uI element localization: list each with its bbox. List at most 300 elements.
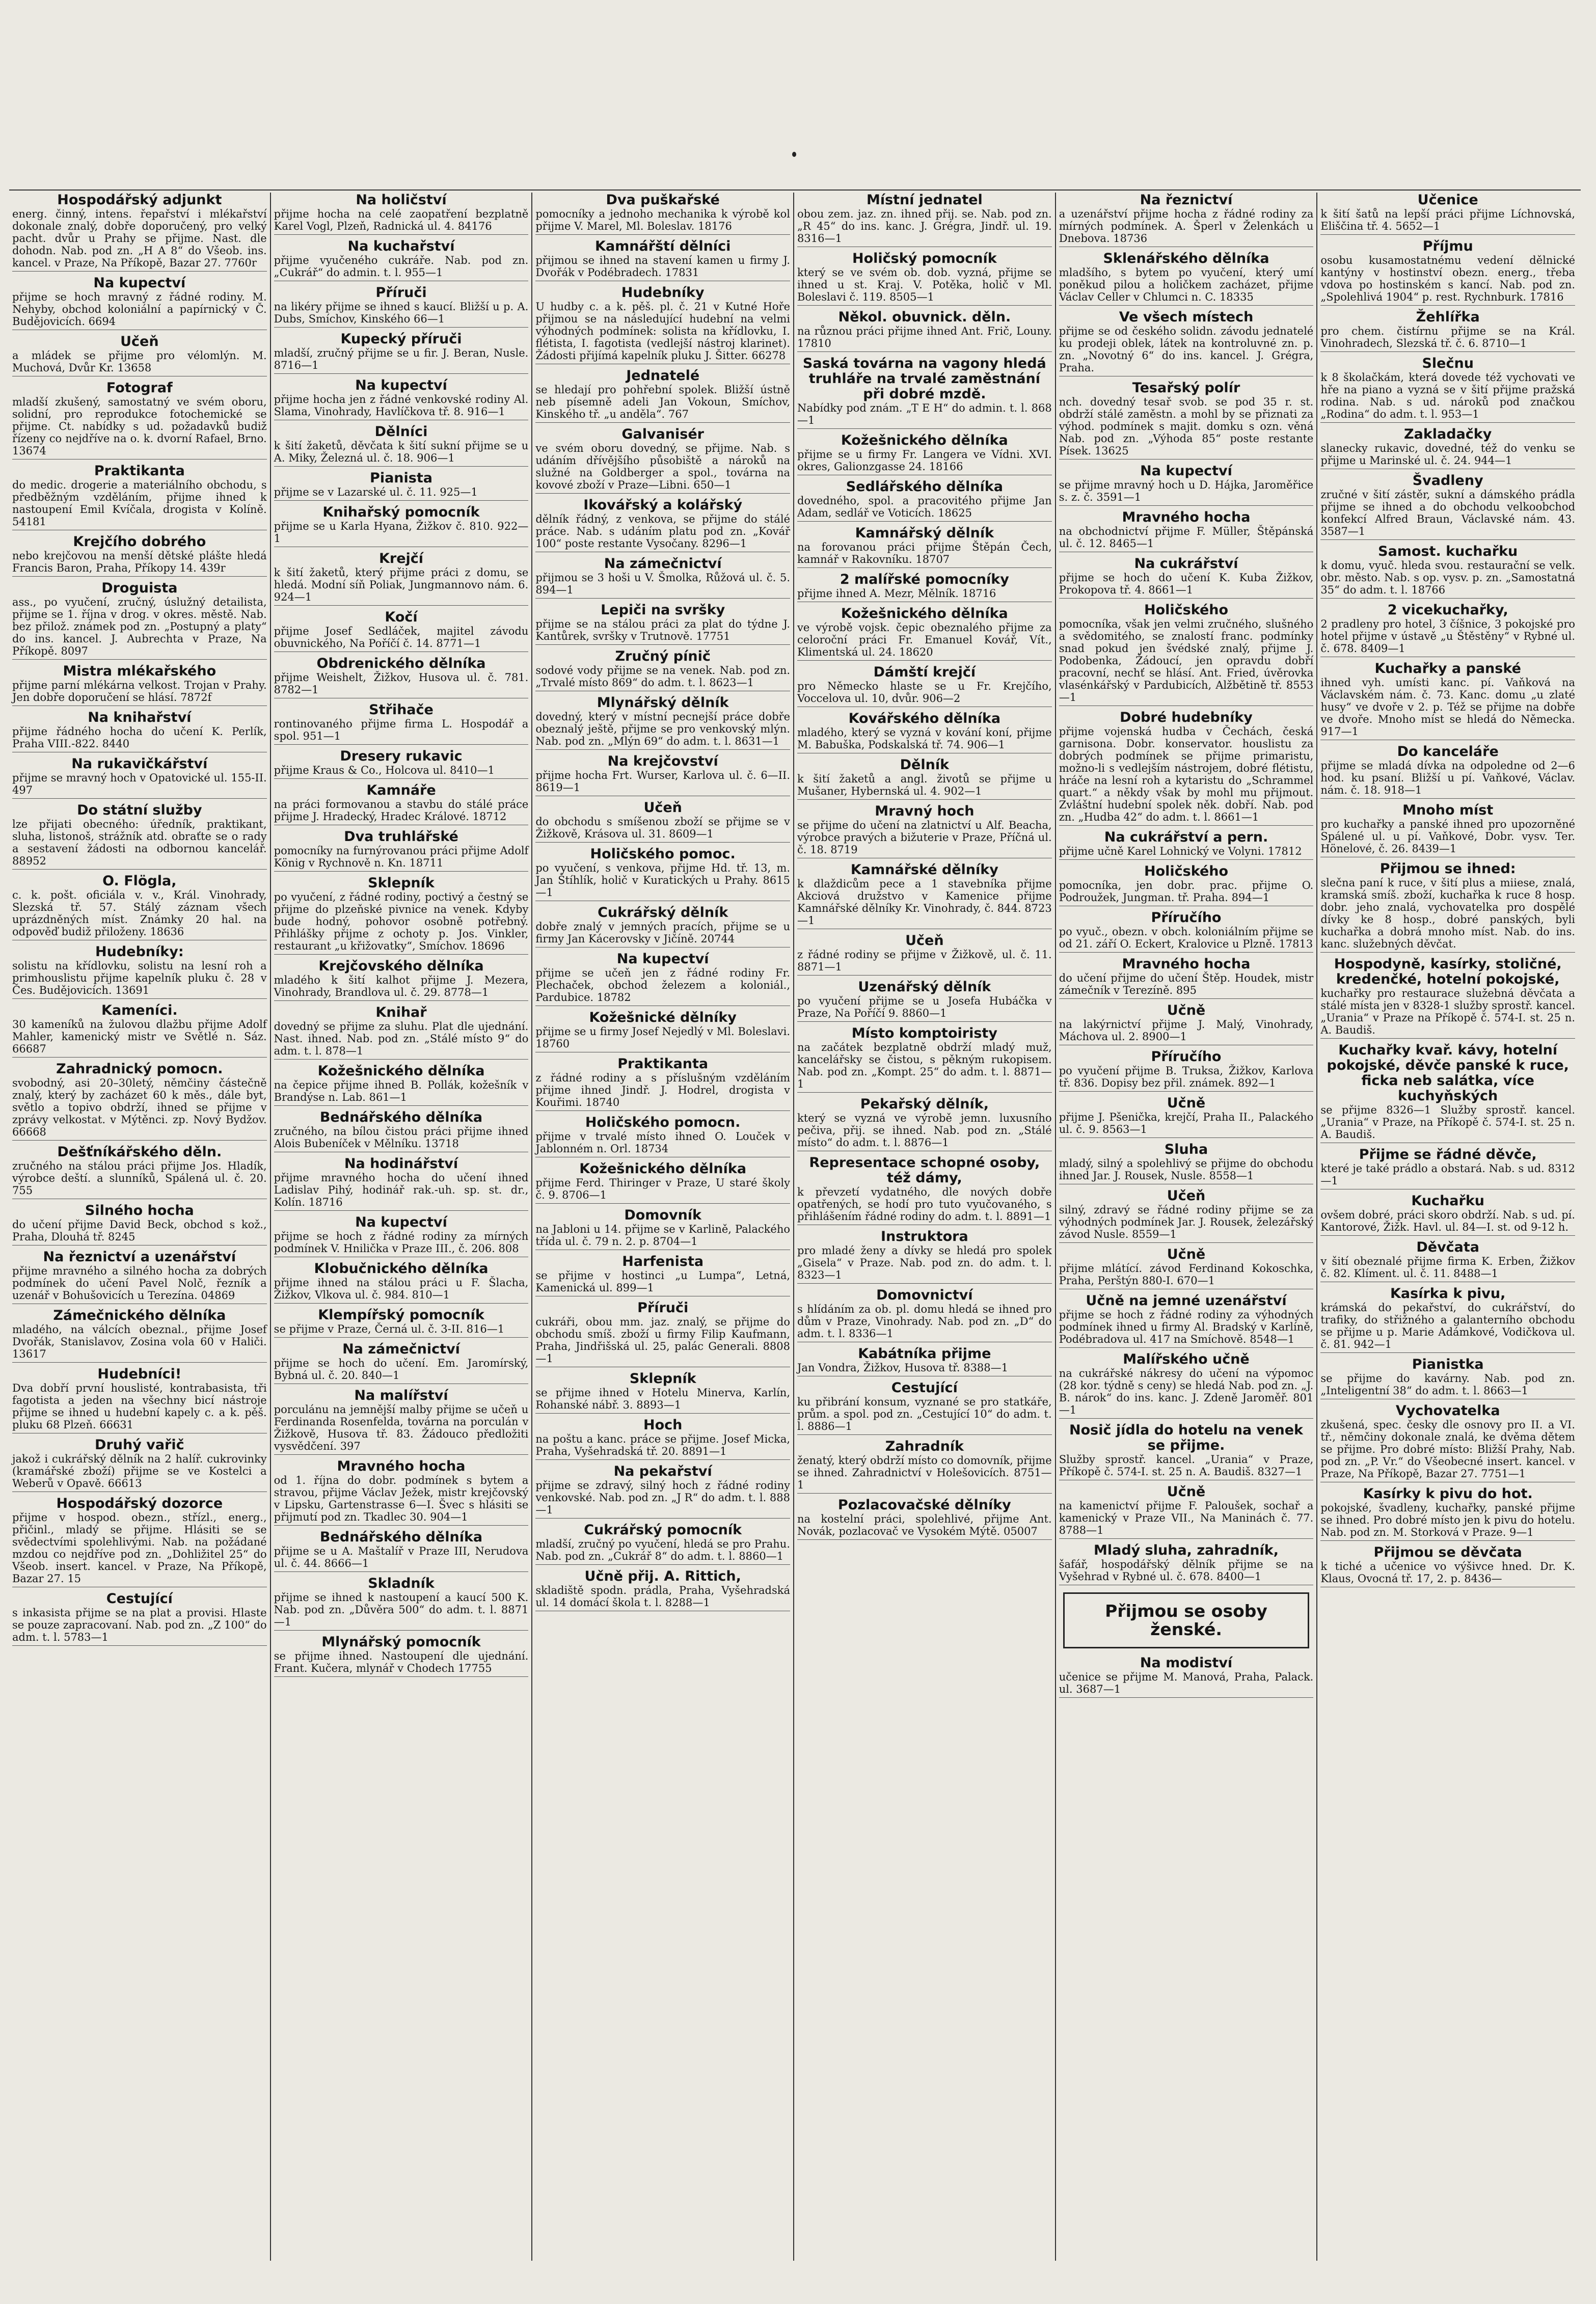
ad-heading: Mlynářský dělník: [597, 695, 729, 711]
ad-text: přijme se ihned k nastoupení a kaucí 500 K. Nab. pod zn. „Důvěra 500“ do adm. t. l. 8871—1: [274, 1591, 529, 1628]
ad-text: přijme Ferd. Thiringer v Praze, U staré školy č. 9. 8706—1: [535, 1177, 791, 1201]
ad-heading: Na hodinářství: [344, 1156, 458, 1172]
ad-heading: Přijmou se ihned:: [1379, 861, 1516, 877]
classified-ad: [535, 1464, 790, 1519]
column-4: [794, 193, 1056, 2261]
ad-heading: Vychovatelka: [1395, 1403, 1500, 1419]
ad-heading: Sklepník: [629, 1371, 696, 1387]
ad-text: ihned vyh. umísti kanc. pí. Vaňková na Václavském nám. č. 73. Kanc. domu „u zlaté husy“ ve dvoře v 2. p. Též se přijme na dobře ve dvoře. Mnoho míst se hledá do Německa. 917—1: [1320, 676, 1576, 738]
ad-heading: Druhý vařič: [95, 1437, 184, 1453]
ad-heading: Bednářského dělníka: [319, 1109, 483, 1125]
ad-heading: Učeň: [1167, 1188, 1206, 1204]
classified-ad: [1320, 1545, 1575, 1587]
classified-ad: [797, 980, 1052, 1022]
classified-ad: [274, 610, 529, 652]
ad-text: které je také prádlo a obstará. Nab. s ud. 8312—1: [1320, 1162, 1576, 1187]
ad-heading: Na krejčovství: [607, 753, 718, 769]
classified-ad: [797, 1155, 1052, 1225]
ad-text: přijme hocha na celé zaopatření bezplatně Karel Vogl, Plzeň, Radnická ul. 4. 84176: [274, 208, 529, 232]
ad-text: do učení přijme do učení Štěp. Houdek, mistr zámečník v Terezíně. 895: [1059, 972, 1314, 996]
ad-text: přijme se hoch do učení. Em. Jaromírský, Bybná ul. č. 20. 840—1: [274, 1357, 529, 1381]
classified-ad: [797, 572, 1052, 602]
ad-text: přijme ihned na stálou práci u F. Šlacha, Žižkov, Vlkova ul. č. 984. 810—1: [274, 1277, 529, 1301]
ad-text: přijme se učeň jen z řádné rodiny Fr. Plechaček, obchod železem a koloniál., Pardubice. 18782: [535, 967, 791, 1004]
ad-heading: Střihače: [369, 702, 434, 718]
ad-text: 30 kameníků na žulovou dlažbu přijme Adolf Mahler, kamenický mistr ve Světlé n. Sáz. 66687: [12, 1018, 267, 1055]
ad-text: na poštu a kanc. práce se přijme. Josef Micka, Praha, Vyšehradská tř. 20. 8891—1: [535, 1433, 791, 1457]
classified-ad: [1059, 1352, 1314, 1419]
ad-text: na lakýrnictví přijme J. Malý, Vinohrady, Máchova ul. 2. 8900—1: [1059, 1018, 1314, 1043]
ad-text: přijme se hoch mravný z řádné rodiny. M. Nehyby, obchod koloniální a papírnický v Č. Budějovicích. 6694: [12, 291, 267, 328]
ad-heading: Přijme se řádné děvče,: [1359, 1147, 1537, 1162]
classified-ad: [1059, 510, 1314, 552]
ad-heading: Dva puškařské: [606, 193, 720, 208]
ad-text: Jan Vondra, Žižkov, Husova tř. 8388—1: [797, 1362, 1009, 1374]
ad-text: ve výrobě vojsk. čepic obeznalého přijme za celoroční práci Fr. Emanuel Kovář, Vít., Klimentská ul. 24. 18620: [797, 621, 1052, 658]
classified-ad: [535, 1418, 790, 1460]
column-6: [1317, 193, 1578, 2261]
ad-heading: Ikovářský a kolářský: [583, 497, 743, 513]
ad-heading: Obdrenického dělníka: [316, 656, 486, 671]
classified-ad: [1059, 1656, 1314, 1698]
ad-heading: Pianistka: [1412, 1357, 1484, 1372]
classified-ad: [1059, 603, 1314, 706]
ad-heading: Mistra mlékařského: [63, 663, 217, 679]
classified-ad: [797, 1026, 1052, 1093]
ad-text: rontinovaného přijme firma L. Hospodář a spol. 951—1: [274, 718, 529, 742]
ad-text: přijme Josef Sedláček, majitel závodu obuvnického, Na Poříčí č. 14. 8771—1: [274, 625, 529, 649]
ad-heading: Praktikanta: [94, 463, 185, 479]
classified-ad: [1320, 803, 1575, 857]
top-rule: [9, 189, 1581, 191]
ad-heading: Harfenista: [622, 1254, 704, 1269]
classified-ad: [797, 310, 1052, 352]
classified-ad: [535, 368, 790, 423]
ad-heading: Učeň: [120, 334, 159, 349]
ad-text: přijme parní mlékárna velkost. Trojan v Prahy. Jen dobře doporučení se hlásí. 7872f: [12, 679, 267, 703]
classified-ad: [1059, 910, 1314, 953]
ad-heading: Na pekařství: [613, 1463, 712, 1479]
ad-heading: Mravného hocha: [337, 1458, 466, 1474]
ad-heading: Sluha: [1164, 1142, 1208, 1157]
ad-text: osobu kusamostatnému vedení dělnické kantýny v hostinství obezn. energ., třeba vdova po hostinském s kancí. Nab. pod zn. „Spolehlivá 1904“ p. rest. Rychnburk. 17816: [1320, 254, 1576, 303]
classified-ad: [1059, 864, 1314, 906]
classified-ad: [274, 1005, 529, 1060]
ad-text: přijme se zdravý, silný hoch z řádné rodiny venkovské. Nab. pod zn. „J R“ do adm. t. l. 888—1: [535, 1479, 791, 1516]
ad-text: který se vyzná ve výrobě jemn. luxusního pečiva, přij. se ihned. Nab. pod zn. „Stálé místo“ do adm. t. l. 8876—1: [797, 1112, 1052, 1149]
ad-text: k šití žaketů, který přijme práci z domu, se hledá. Modní síň Poliak, Jungmannovo nám. 6. 924—1: [274, 566, 529, 603]
ad-text: se hledají pro pohřební spolek. Bližší ústně neb písemně adeli Jan Vokoun, Smíchov, Kinského tř. „u anděla“. 767: [535, 384, 791, 420]
ad-text: na začátek bezplatně obdrží mladý muž, kancelářsky se čistou, s pěkným rukopisem. Nab. pod zn. „Kompt. 25“ do adm. t. l. 8871—1: [797, 1041, 1052, 1090]
ad-heading: Kožešnické dělníky: [589, 1010, 737, 1025]
ad-heading: Dresery rukavic: [340, 748, 463, 764]
classified-ad: [12, 334, 267, 376]
ad-text: po vyuč., obezn. v obch. koloniálním přijme se od 21. září O. Eckert, Kralovice u Plzně. 17813: [1059, 926, 1314, 950]
ad-text: U hudby c. a k. pěš. pl. č. 21 v Kutné Hoře přijmou se na následující hudební na velmi výhodných podmínek: solista na křídlovku, I. flétista, I. fagotista (vedlejší nástroj klarinet). Žádosti přijímá kapelník pluku J. Šitter. 66278: [535, 301, 791, 362]
classified-ad: [274, 551, 529, 606]
classified-ad: [12, 1145, 267, 1199]
ad-text: k šití žaketů, děvčata k šití sukní přijme se u A. Miky, Železná ul. č. 18. 906—1: [274, 440, 529, 464]
ad-text: kuchařky pro restaurace služebná děvčata a stálé místa jen v 8328-1 služby sprostř. kancel. „Urania“ v Praze na Příkopě č. 574-I. st. 25 n. A. Baudiš.: [1320, 987, 1576, 1036]
ad-text: na kostelní práci, spolehlivé, přijme Ant. Novák, pozlacovač ve Vysokém Mýtě. 05007: [797, 1513, 1052, 1537]
classified-ad: [274, 783, 529, 825]
ad-heading: Sklenářského dělníka: [1103, 251, 1269, 266]
ad-text: přijme v hospod. obezn., střízl., energ., přičinl., mladý se přijme. Hlásiti se se svědectvími spolehlivými. Nab. na požádané mzdou co nejdříve pod zn. „Dohližitel 25“ do Všeob. insert. kancel. v Praze, Na Příkopě, Bazar 27. 15: [12, 1511, 267, 1585]
ad-text: Služby sprostř. kancel. „Urania“ v Praze, Příkopě č. 574-I. st. 25 n. A. Baudiš. 8327—1: [1059, 1453, 1314, 1478]
ad-heading: Na modiství: [1140, 1655, 1233, 1671]
ad-text: k tiché a učenice vo výšivce hned. Dr. K. Klaus, Ovocná tř. 17, 2. p. 8436—: [1320, 1560, 1576, 1585]
classified-ad: [535, 1371, 790, 1414]
classified-ad: [797, 606, 1052, 661]
ad-heading: Na kupectví: [355, 377, 447, 393]
classified-ad: [1320, 356, 1575, 423]
classified-ad: [1059, 1484, 1314, 1539]
classified-ad: [1320, 427, 1575, 469]
classified-ad: [12, 1438, 267, 1492]
ad-heading: Silného hocha: [85, 1203, 194, 1218]
ad-heading: Učeň: [643, 800, 682, 816]
classified-ad: [797, 757, 1052, 800]
classified-ad: [1320, 239, 1575, 306]
ad-heading: O. Flögla,: [102, 873, 177, 889]
ad-text: pomocníka, jen dobr. prac. přijme O. Podroužek, Jungman. tř. Praha. 894—1: [1059, 879, 1314, 904]
ad-text: přijme se hoch do učení K. Kuba Žižkov, Prokopova tř. 4. 8661—1: [1059, 572, 1314, 596]
classified-columns: [9, 193, 1578, 2261]
classified-ad: [274, 471, 529, 501]
classified-ad: [274, 959, 529, 1001]
ad-text: na kamenictví přijme F. Paloušek, sochař a kamenický v Praze VII., Na Maninách č. 77. 8788—1: [1059, 1500, 1314, 1536]
classified-ad: [12, 1367, 267, 1433]
classified-ad: [535, 649, 790, 691]
ad-heading: Místní jednatel: [866, 193, 983, 208]
classified-ad: [274, 1459, 529, 1526]
ad-text: přijme vyučeného cukráře. Nab. pod zn. „Cukrář“ do admin. t. l. 955—1: [274, 254, 529, 279]
classified-ad: [12, 276, 267, 330]
ad-heading: Skladník: [368, 1576, 435, 1591]
classified-ad: [1059, 1142, 1314, 1184]
classified-ad: [274, 1388, 529, 1455]
ad-text: krámská do pekařství, do cukrářství, do trafiky, do střižného a galanterního obchodu se přijme u p. Marie Adámkové, Vodičkova ul. č. 81. 942—1: [1320, 1302, 1576, 1350]
ad-text: pro mladé ženy a dívky se hledá pro spolek „Gisela“ v Praze. Nab. pod zn. do adm. t. l. 8323—1: [797, 1244, 1052, 1281]
ad-heading: Mravný hoch: [875, 803, 975, 819]
classified-ad: [274, 702, 529, 745]
ad-text: na čepice přijme ihned B. Pollák, kožešník v Brandýse n. Lab. 861—1: [274, 1079, 529, 1103]
classified-ad: [274, 876, 529, 955]
ad-heading: Dešťníkářského děln.: [57, 1144, 222, 1160]
ad-text: se přijme ihned. Nastoupení dle ujednání. Frant. Kučera, mlynář v Chodech 17755: [274, 1650, 529, 1674]
ad-heading: Na řeznictví a uzenářství: [43, 1249, 236, 1265]
ad-text: přijme se na stálou práci za plat do týdne J. Kantůrek, svršky v Trutnově. 17751: [535, 618, 791, 642]
ad-heading: Učně: [1167, 1246, 1206, 1262]
classified-ad: [1059, 1423, 1314, 1480]
classified-ad: [274, 239, 529, 281]
classified-ad: [1320, 1240, 1575, 1282]
classified-ad: [1320, 544, 1575, 599]
ad-heading: Kožešnického dělníka: [579, 1161, 747, 1177]
ad-text: ku přibrání konsum, vyznané se pro statkáře, prům. a spol. pod zn. „Cestující 10“ do adm. t. l. 8886—1: [797, 1396, 1052, 1432]
classified-ad: [797, 1097, 1052, 1151]
ad-text: přijme se v Lazarské ul. č. 11. 925—1: [274, 486, 478, 498]
classified-ad: [274, 505, 529, 547]
ad-heading: Sedlářského dělníka: [846, 479, 1003, 495]
ad-heading: Na holičství: [356, 193, 447, 208]
classified-ad: [1059, 830, 1314, 860]
ad-text: mladšího, s bytem po vyučení, který umí poněkud pilou a holičkem zacházet, přijme Václav Celler v Chlumci n. C. 18335: [1059, 266, 1314, 303]
classified-ad: [1059, 1049, 1314, 1092]
ad-heading: Lepiči na svršky: [601, 602, 725, 618]
classified-ad: [535, 1523, 790, 1565]
ad-text: pro kuchařky a panské ihned pro upozorněné Spálené ul. u pí. Vaňkové, Dobr. vysv. Ter. Hönelové, č. 26. 8439—1: [1320, 818, 1576, 855]
ad-heading: Učenice: [1417, 193, 1478, 208]
ad-text: přijmou se 3 hoši u V. Šmolka, Růžová ul. č. 5. 894—1: [535, 572, 791, 596]
ad-heading: Hoch: [643, 1417, 683, 1433]
ad-heading: Fotograf: [106, 380, 173, 396]
ad-text: přijme mravného hocha do učení ihned Ladislav Pihý, hodinář rak.-uh. sp. st. dr., Kolín. 18716: [274, 1172, 529, 1208]
ad-text: slanecky rukavic, dovedné, též do venku se přijme u Marinské ul. č. 24. 944—1: [1320, 442, 1576, 467]
ad-text: přijme vojenská hudba v Čechách, česká garnisona. Dobr. konservator. houslistu za dobrých podmínek se přijme primaristu, možno-li s vedlejším nástrojem, dobré flétistu, hráče na lesní roh a kytaristu do „Schrammel quart.“ a někdy však by mohl mu přijmout. Zvláštní hudební spolek něk. dobří. Nab. pod zn. „Hudba 42“ do adm. t. l. 8661—1: [1059, 725, 1314, 823]
ad-text: mladého k šití kalhot přijme J. Mezera, Vinohrady, Brandlova ul. č. 29. 8778—1: [274, 974, 529, 998]
classified-ad: [797, 1288, 1052, 1342]
ad-heading: Učně: [1167, 1002, 1206, 1018]
ad-text: c. k. pošt. oficiála v. v., Král. Vinohrady, Slezská tř. 57. Stálý záznam všech uprázdněných míst. Známky 20 hal. na odpověď budiž přiloženy. 18636: [12, 889, 267, 938]
ad-text: se přijme ihned v Hotelu Minerva, Karlín, Rohanské nábř. 3. 8893—1: [535, 1387, 791, 1411]
ad-heading: Kamnářský dělník: [855, 525, 994, 541]
ad-heading: Příručího: [1151, 1049, 1222, 1065]
classified-ad: [12, 581, 267, 660]
ad-heading: Příruči: [375, 285, 427, 301]
classified-ad: [1320, 1194, 1575, 1236]
classified-ad: [12, 803, 267, 870]
ad-heading: Domovnictví: [876, 1287, 973, 1303]
ad-heading: Na kupectví: [616, 951, 709, 967]
ad-heading: Mravného hocha: [1122, 509, 1251, 525]
ad-heading: Representace schopné osoby, též dámy,: [809, 1155, 1040, 1186]
classified-ad: [797, 1229, 1052, 1284]
classified-ad: [535, 800, 790, 843]
classified-ad: [1059, 556, 1314, 599]
ad-text: k převzetí vydatného, dle nových dobře opatřených, se hodí pro tuto vyučovaného, s přihlášením řádné rodiny do adm. t. l. 8891—1: [797, 1186, 1052, 1223]
ad-heading: Domovník: [624, 1207, 702, 1223]
classified-ad: [1059, 251, 1314, 306]
classified-ad: [1320, 310, 1575, 352]
classified-ad: [1063, 1592, 1310, 1648]
ad-text: přijme hocha Frt. Wurser, Karlova ul. č. 6—II. 8619—1: [535, 769, 791, 794]
ad-heading: Kožešnického dělníka: [841, 606, 1008, 621]
ad-heading: Na zámečnictví: [604, 556, 722, 572]
ad-text: svobodný, asi 20–30letý, němčiny částečně znalý, který by zacházet 60 k měs., dále byt, světlo a topivo obdrží, ihned se přijme v zprávy velkostat. v Mýtěnci. zp. Nový Bydžov. 66668: [12, 1077, 267, 1138]
ad-text: ve svém oboru dovedný, se přijme. Nab. s udáním dřívějšího působiště a nároků na služné na Goldberger a spol., továrna na kovové zboží v Praze—Libni. 650—1: [535, 442, 791, 491]
ad-heading: Kabátníka přijme: [858, 1346, 991, 1362]
ad-text: pomocníka, však jen velmi zručného, slušného a svědomitého, se znalostí franc. podmínky snad pokud jen švédské znalý, přijme J. Podobenka, Žádoucí, jen opravdu dobří pracovní, nechť se hlásí. Ant. Fried, úvěrovka vlasénkářský v Pardubicích, Alžbětině tř. 8553—1: [1059, 618, 1314, 703]
classified-ad: [274, 1530, 529, 1572]
ad-heading: Dva truhlářské: [344, 829, 458, 845]
ad-text: v šití obeznalé přijme firma K. Erben, Žižkov č. 82. Klíment. ul. č. 11. 8488—1: [1320, 1255, 1576, 1280]
ad-heading: Kupecký příruči: [340, 331, 462, 347]
classified-ad: [274, 285, 529, 328]
classified-ad: [797, 862, 1052, 929]
ad-heading: Na řeznictví: [1140, 193, 1233, 208]
ad-text: který se ve svém ob. dob. vyzná, přijme se ihned u st. Kraj. V. Potěka, holič v Ml. Boleslavi č. 119. 8505—1: [797, 266, 1052, 303]
ad-text: přijme hocha jen z řádné venkovské rodiny Al. Slama, Vinohrady, Havlíčkova tř. 8. 916—1: [274, 393, 529, 418]
ad-text: přijmou se ihned na stavení kamen u firmy J. Dvořák v Podébradech. 17831: [535, 254, 791, 279]
ad-heading: Místo komptoiristy: [851, 1025, 997, 1041]
ad-heading: Kožešnického dělníka: [841, 432, 1008, 448]
ad-text: přijme se hoch z řádné rodiny za mírných podmínek V. Hnilička v Praze III., č. 206. 808: [274, 1230, 529, 1255]
ad-text: z řádné rodiny a s příslušným vzděláním přijme ihned Jindř. J. Hodrel, drogista v Kouřimi. 18740: [535, 1072, 791, 1108]
ad-heading: Na rukavičkářství: [71, 756, 208, 772]
classified-ad: [12, 1250, 267, 1304]
ad-heading: Učně přij. A. Rittich,: [584, 1568, 741, 1584]
classified-ad: [12, 1062, 267, 1141]
classified-ad: [797, 526, 1052, 568]
ad-heading: Přijmou se osoby ženské.: [1105, 1601, 1267, 1639]
classified-ad: [1320, 861, 1575, 953]
ad-heading: Instruktora: [880, 1229, 968, 1244]
ad-heading: Příjmu: [1422, 238, 1473, 254]
classified-ad: [535, 556, 790, 599]
ad-heading: Holičský pomocník: [852, 251, 997, 266]
ad-text: z řádné rodiny se přijme v Žižkově, ul. č. 11. 8871—1: [797, 948, 1052, 973]
ad-heading: Slečnu: [1422, 356, 1474, 371]
ad-text: mladší zkušený, samostatný ve svém oboru, solidní, pro reprodukce fotochemické se přijme. Ct. nabídky s ud. požadavků budiž řízeny co nejdříve na o. k. dvorní Rafael, Brno. 13674: [12, 396, 267, 457]
ad-text: k 8 školačkám, která dovede též vychovati ve hře na piano a vyzná se v šití přijme pražská rodina. Nab. s ud. nároků pod značkou „Rodina“ do adm. t. l. 953—1: [1320, 371, 1576, 420]
ad-text: k domu, vyuč. hleda svou. restaurační se velk. obr. město. Nab. s op. vysv. p. zn. „Samostatná 35“ do adm. t. l. 18766: [1320, 559, 1576, 596]
ad-heading: Zakladačky: [1404, 426, 1492, 442]
ad-text: mladého, na válcích obeznal., přijme Josef Dvořák, Stanislavov, Zosina vola 60 v Haliči. 13617: [12, 1323, 267, 1360]
ad-text: na různou práci přijme ihned Ant. Frič, Louny. 17810: [797, 325, 1052, 349]
ad-heading: Pekařský dělník,: [860, 1096, 989, 1112]
ad-heading: Zahradník: [885, 1439, 964, 1454]
ad-text: silný, zdravý se řádné rodiny přijme se za výhodných podmínek Jar. J. Rousek, železářský závod Nusle. 8559—1: [1059, 1204, 1314, 1240]
ad-heading: Do kanceláře: [1397, 744, 1499, 760]
ad-text: k šití šatů na lepší práci přijme Líchnovská, Eliščina tř. 4. 5652—1: [1320, 208, 1576, 232]
column-1: [9, 193, 271, 2261]
ad-heading: Knihařský pomocník: [322, 504, 480, 520]
ad-heading: Krejčího dobrého: [73, 534, 206, 550]
ad-heading: Učně: [1167, 1095, 1206, 1111]
ad-text: pro Německo hlaste se u Fr. Krejčího, Voccelova ul. 10, dvůr. 906—2: [797, 680, 1052, 704]
ad-heading: Krejčovského dělníka: [318, 958, 484, 974]
ad-text: dělník řádný, z venkova, se přijme do stálé práce. Nab. s udáním platu pod zn. „Kovář 100“ poste restante Vysočany. 8296—1: [535, 513, 791, 550]
ad-text: k šití žaketů a angl. životů se přijme u Mušaner, Hybernská ul. 4. 902—1: [797, 773, 1052, 797]
ad-heading: Kamnářské dělníky: [850, 862, 998, 878]
ad-heading: Mlynářský pomocník: [321, 1634, 481, 1650]
ad-text: dovedný se přijme za sluhu. Plat dle ujednání. Nast. ihned. Nab. pod zn. „Stálé místo 9“ do adm. t. l. 878—1: [274, 1020, 529, 1057]
ad-text: se přijme v Praze, Černá ul. č. 3-II. 816—1: [274, 1323, 505, 1335]
classified-ad: [12, 1591, 267, 1646]
ad-text: učenice se přijme M. Manová, Praha, Palack. ul. 3687—1: [1059, 1671, 1314, 1695]
classified-ad: [535, 754, 790, 796]
ad-text: mladého, který se vyzná v kování koní, přijme M. Babuška, Podskalská tř. 74. 906—1: [797, 726, 1052, 751]
classified-ad: [274, 378, 529, 420]
ad-heading: Cestující: [106, 1591, 173, 1607]
ad-text: na práci formovanou a stavbu do stálé práce přijme J. Hradecký, Hradec Králové. 18712: [274, 798, 529, 823]
ad-text: do medic. drogerie a materiálního obchodu, s předběžným vzděláním, přijme ihned k nastoupení Emil Kvíčala, drogista v Kolíně. 54181: [12, 479, 267, 528]
ad-heading: Holičského: [1144, 863, 1229, 879]
ad-text: cukráři, obou mm. jaz. znalý, se přijme do obchodu smíš. zboží u firmy Filip Kaufmann, Praha, Jindřišská ul. 25, palác Generali. 8808—1: [535, 1316, 791, 1365]
classified-ad: [1059, 193, 1314, 247]
ad-text: zručného na stálou práci přijme Jos. Hladík, výrobce deští. a slunníků, Spálená ul. č. 20. 755: [12, 1160, 267, 1197]
classified-ad: [797, 356, 1052, 429]
ad-heading: Praktikanta: [617, 1056, 709, 1072]
ad-heading: Na cukrářství: [1134, 556, 1238, 572]
ad-text: pokojské, švadleny, kuchařky, panské přijme se ihned. Pro dobré místo jen k pivu do hotelu. Nab. pod zn. M. Storková v Praze. 9—1: [1320, 1502, 1576, 1538]
ad-text: s hlídáním za ob. pl. domu hledá se ihned pro dům v Praze, Vinohrady. Nab. pod zn. „D“ do adm. t. l. 8336—1: [797, 1303, 1052, 1340]
ad-text: přijme se hoch z řádné rodiny za výhodných podmínek ihned u firmy Al. Bradský v Karlíně, Podébradova ul. 417 na Smíchově. 8548—1: [1059, 1309, 1314, 1345]
ad-heading: Hudebníky: [621, 285, 705, 301]
ad-heading: Kameníci.: [101, 1002, 178, 1018]
ad-heading: Pozlacovačské dělníky: [837, 1497, 1011, 1513]
ad-text: se přijme mravný hoch u D. Hájka, Jaroměřice s. z. č. 3591—1: [1059, 479, 1314, 503]
classified-ad: [12, 664, 267, 706]
ad-heading: Holičského pomoc.: [590, 846, 736, 862]
classified-ad: [12, 464, 267, 530]
classified-ad: [535, 1569, 790, 1611]
ad-text: slečna paní k ruce, v šití plus a miiese, znalá, kramská smíš. zboží, kuchařka k ruce 8 hosp. dobr. jeho znalá, vychovatelka pro dospělé dívky ke 8 hosp., dobré panských, byli kuchařka a dobrá mnoho míst. Nab. do ins. kanc. služebných děvčat.: [1320, 877, 1576, 950]
ad-heading: Klempířský pomocník: [318, 1307, 484, 1323]
ad-text: se přijme v hostinci „u Lumpa“, Letná, Kamenická ul. 899—1: [535, 1269, 791, 1294]
classified-ad: [1320, 957, 1575, 1039]
ad-heading: Bednářského dělníka: [319, 1529, 483, 1545]
ad-text: mladší, zručný přijme se u fir. J. Beran, Nusle. 8716—1: [274, 347, 529, 371]
ad-heading: Příruči: [637, 1300, 689, 1316]
ad-heading: Hudebníky:: [95, 944, 184, 960]
ad-heading: 2 vicekuchařky,: [1387, 602, 1508, 618]
ad-text: se přijme do kavárny. Nab. pod zn. „Inteligentní 38“ do adm. t. l. 8663—1: [1320, 1372, 1576, 1397]
classified-ad: [274, 1261, 529, 1304]
ad-text: přijme se u firmy Fr. Langera ve Vídni. XVI. okres, Galionzgasse 24. 18166: [797, 448, 1052, 473]
ad-heading: Dámští krejčí: [873, 664, 976, 680]
classified-ad: [797, 433, 1052, 475]
ad-heading: Galvanisér: [621, 426, 704, 442]
classified-ad: [535, 1161, 790, 1204]
column-5: [1056, 193, 1318, 2261]
classified-ad: [274, 1064, 529, 1106]
ad-text: pomocníky na furnýrovanou práci přijme Adolf König v Rychnově n. Kn. 18711: [274, 845, 529, 869]
classified-ad: [1059, 310, 1314, 376]
ad-text: jakož i cukrářský dělník na 2 halíř. cukrovinky (kramářské zboží) přijme se ve Kostelci a Weberů v Opavě. 66613: [12, 1453, 267, 1489]
ad-heading: Švadleny: [1412, 473, 1483, 489]
ad-text: přijme J. Pšenička, krejčí, Praha II., Palackého ul. č. 9. 8563—1: [1059, 1111, 1314, 1135]
ad-text: pro chem. čistírnu přijme se na Král. Vinohradech, Slezská tř. č. 6. 8710—1: [1320, 325, 1576, 349]
ad-text: přijme se mladá dívka na odpoledne od 2—6 hod. ku psaní. Bližší u pí. Vaňkové, Václav. nám. č. 18. 918—1: [1320, 760, 1576, 796]
ad-heading: Holičského pomocn.: [585, 1115, 741, 1130]
ad-text: přijme se u Karla Hyana, Žižkov č. 810. 922—1: [274, 520, 529, 545]
ad-heading: Kočí: [385, 609, 418, 625]
classified-ad: [274, 424, 529, 467]
ad-heading: 2 malířské pomocníky: [840, 572, 1009, 587]
classified-ad: [274, 1156, 529, 1211]
column-2: [271, 193, 533, 2261]
ad-heading: Kamnářští dělníci: [595, 238, 731, 254]
ad-text: se přijme do učení na zlatnictví u Alf. Beacha, výrobce pravých a bižuterie v Praze, Příčná ul. č. 18. 8719: [797, 819, 1052, 856]
ad-text: zkušená, spec. česky dle osnovy pro II. a VI. tř., němčiny dokonale znalá, ke dvěma dětem se přijme. Pro dobré místo: Bližší Prahy, Nab. pod zn. „P. Vr.“ do Všeobecné insert. kancel. v Praze, Na Příkopě, Bazar 27. 7751—1: [1320, 1419, 1576, 1480]
classified-ad: [1320, 473, 1575, 540]
classified-ad: [274, 656, 529, 698]
classified-ad: [274, 1308, 529, 1338]
ad-heading: Knihař: [375, 1005, 427, 1020]
classified-ad: [274, 1342, 529, 1384]
ad-text: od 1. října do dobr. podmínek s bytem a stravou, přijme Václav Ježek, mistr krejčovský v Lipsku, Gartenstrasse 6—I. Švec s hlásiti se přijmutí pod zn. Tkadlec 30. 904—1: [274, 1474, 529, 1523]
ad-heading: Cestující: [891, 1380, 958, 1396]
classified-ad: [12, 710, 267, 752]
ad-heading: Kasírky k pivu do hot.: [1363, 1486, 1533, 1502]
ad-heading: Mladý sluha, zahradník,: [1094, 1542, 1279, 1558]
classified-ad: [12, 1308, 267, 1363]
classified-ad: [274, 332, 529, 374]
ad-heading: Děvčata: [1416, 1239, 1480, 1255]
ad-text: Nabídky pod znám. „T E H“ do admin. t. l. 868—1: [797, 402, 1052, 426]
